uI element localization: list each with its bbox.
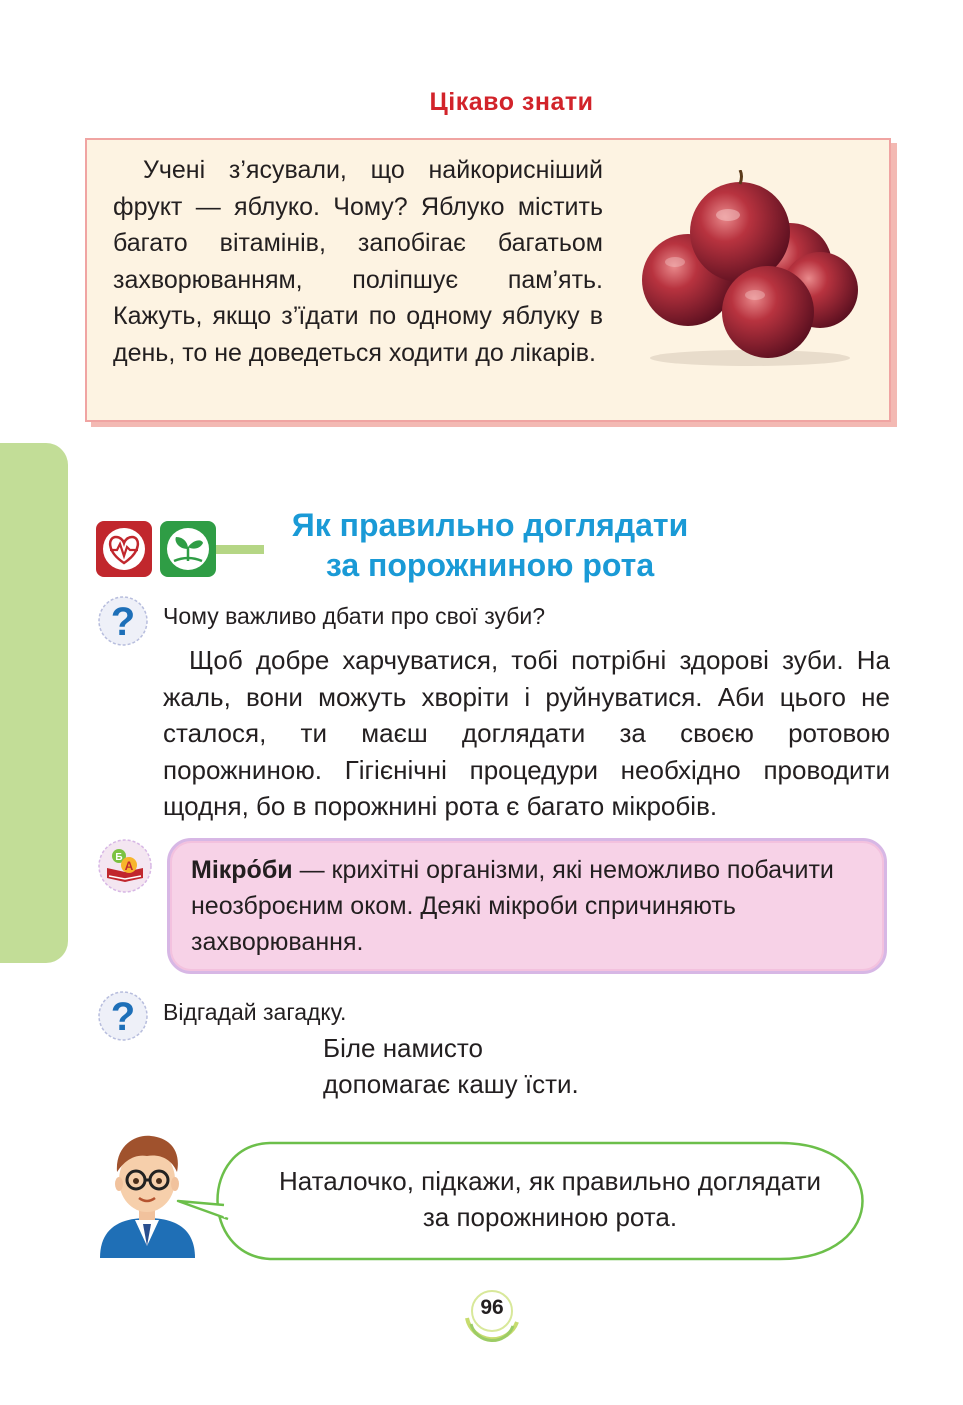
riddle	[323, 1030, 579, 1102]
definition-term: Мікро́би	[191, 856, 293, 884]
riddle-line1: Біле намисто	[323, 1033, 483, 1063]
section-title-line2: за порожниною рота	[325, 547, 655, 583]
question2-prompt: Відгадай загадку.	[163, 999, 347, 1025]
dictionary-icon	[97, 838, 153, 894]
heart-pulse-icon	[96, 521, 152, 577]
apples-image	[640, 170, 860, 370]
section-title	[250, 505, 730, 585]
speech-line1: Наталочко, підкажи, як правильно доглядати	[278, 1166, 822, 1196]
speech-text	[230, 1163, 870, 1235]
definition-body: — крихітні організми, які неможливо побачити неозброєним оком. Деякі мікроби спричиняють захворювання.	[191, 856, 834, 956]
dict-icon-letter-top: Б	[115, 852, 123, 863]
fact-text: Учені з’ясували, що найкорисніший фрукт — яблуко. Чому? Яблуко містить багато вітамінів, запобігає багатьом захворюванням, поліпшує пам’ять. Кажуть, якщо з’їдати по одному яблуку в день, то не доведеться ходити до лікарів.	[113, 156, 603, 367]
definition-text	[191, 852, 861, 960]
page-number: 96	[480, 1296, 504, 1319]
question1-answer	[163, 642, 890, 825]
question1-prompt: Чому важливо дбати про свої зуби?	[163, 603, 546, 629]
side-tab	[0, 443, 68, 963]
dict-icon-letter-bottom: А	[124, 859, 134, 873]
riddle-line2: допомагає кашу їсти.	[323, 1069, 579, 1099]
svg-text:?: ?	[110, 600, 136, 644]
speech-line2: за порожниною рота.	[422, 1202, 678, 1232]
boy-character	[95, 1128, 200, 1263]
question-icon	[97, 990, 149, 1042]
svg-text:?: ?	[110, 995, 136, 1039]
sprout-icon	[160, 521, 216, 577]
fact-heading: Цікаво знати	[429, 88, 594, 116]
question1-answer-text: Щоб добре харчуватися, тобі потрібні здорові зуби. На жаль, вони можуть хворіти і руйнуватися. Аби цього не сталося, ти маєш доглядати за своєю ротовою порожниною. Гігієнічні процедури необхідно проводити щодня, бо в порожнині рота є багато мікробів.	[163, 645, 890, 821]
question-icon	[97, 595, 149, 647]
section-title-line1: Як правильно доглядати	[291, 507, 689, 543]
